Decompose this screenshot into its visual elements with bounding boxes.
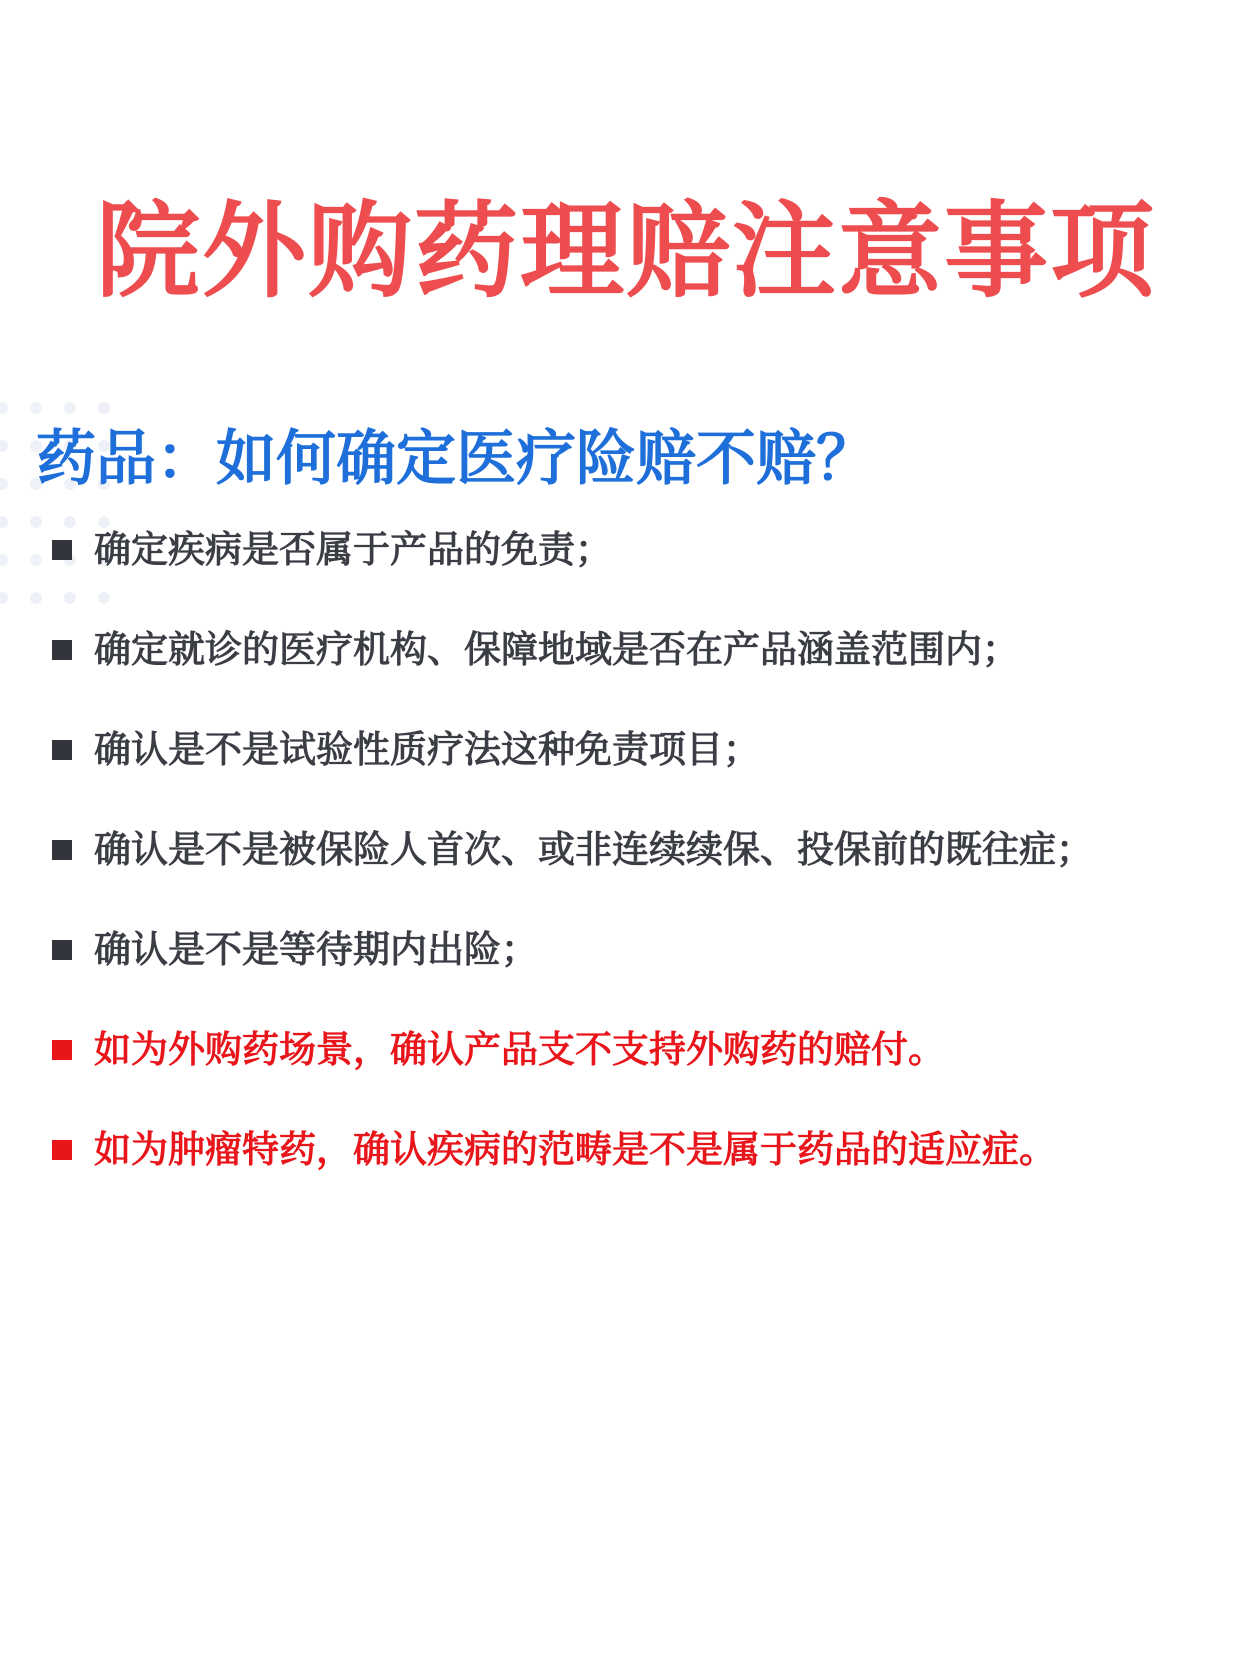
square-bullet-icon <box>52 640 72 660</box>
square-bullet-icon <box>52 940 72 960</box>
list-item-text: 如为肿瘤特药，确认疾病的范畴是不是属于药品的适应症。 <box>94 1128 1056 1171</box>
square-bullet-icon <box>52 740 72 760</box>
square-bullet-icon <box>52 840 72 860</box>
list-item-highlighted <box>52 1026 1093 1126</box>
list-item-text: 确认是不是试验性质疗法这种免责项目； <box>94 728 760 771</box>
square-bullet-icon <box>52 540 72 560</box>
square-bullet-icon <box>52 1140 72 1160</box>
list-item <box>52 726 1093 826</box>
list-item-highlighted <box>52 1126 1093 1226</box>
page-title: 院外购药理赔注意事项 <box>95 190 1156 312</box>
list-item <box>52 926 1093 1026</box>
section-heading: 药品：如何确定医疗险赔不赔？ <box>36 424 876 494</box>
list-item <box>52 526 1093 626</box>
list-item-text: 确认是不是等待期内出险； <box>94 928 538 971</box>
list-item-text: 确定疾病是否属于产品的免责； <box>94 528 612 571</box>
list-item-text: 确认是不是被保险人首次、或非连续续保、投保前的既往症； <box>94 828 1093 871</box>
list-item-text: 如为外购药场景，确认产品支不支持外购药的赔付。 <box>94 1028 945 1071</box>
square-bullet-icon <box>52 1040 72 1060</box>
list-item-text: 确定就诊的医疗机构、保障地域是否在产品涵盖范围内； <box>94 628 1019 671</box>
checklist <box>52 526 1093 1226</box>
list-item <box>52 826 1093 926</box>
list-item <box>52 626 1093 726</box>
